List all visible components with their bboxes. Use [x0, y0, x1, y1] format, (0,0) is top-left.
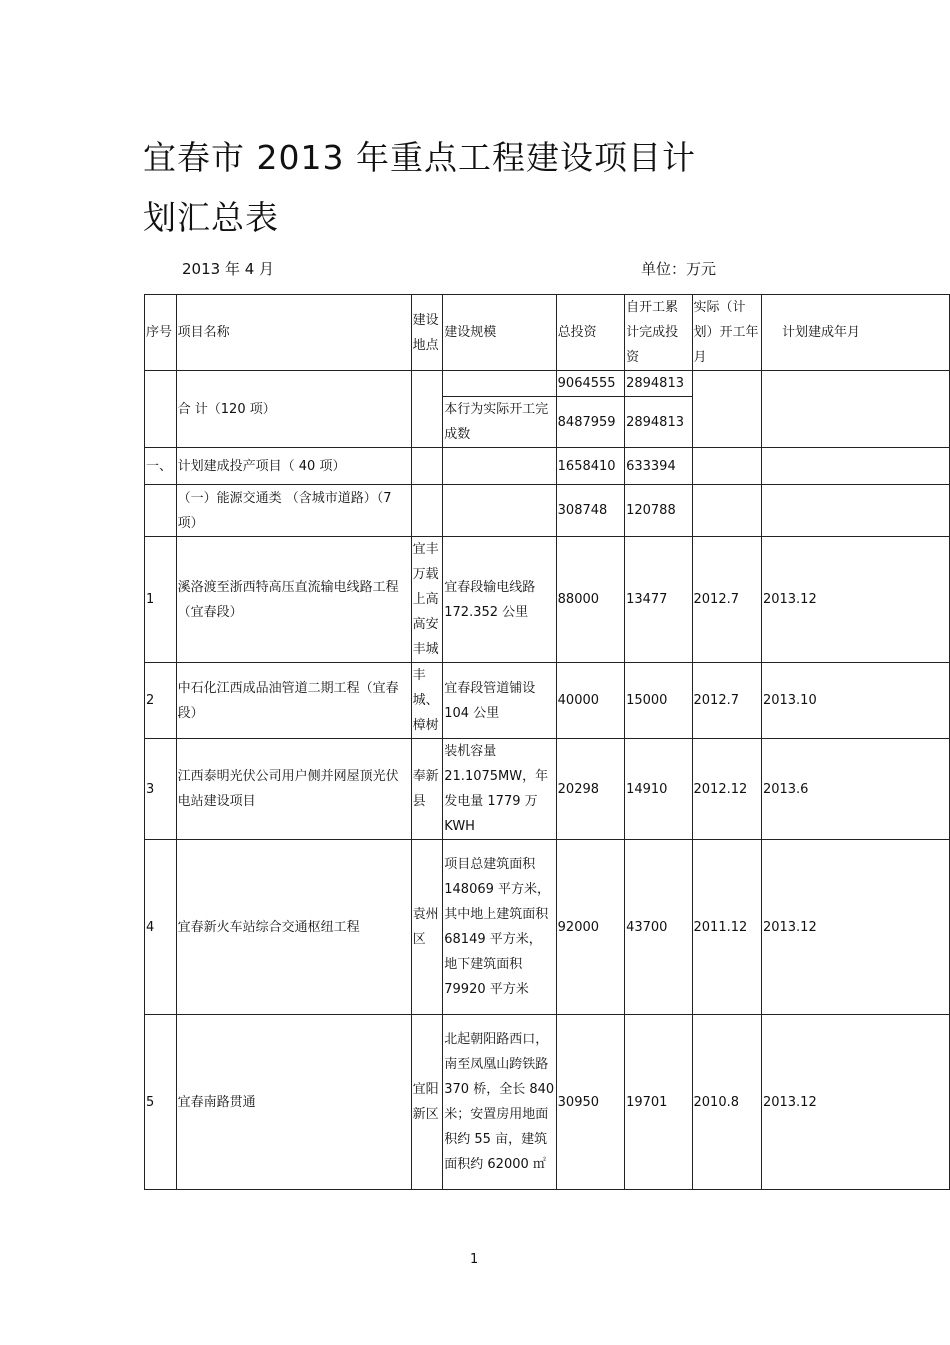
header-end: 计划建成年月: [761, 295, 949, 371]
row-name: 江西泰明光伏公司用户侧并网屋顶光伏电站建设项目: [176, 739, 411, 840]
row-end: 2013.6: [761, 739, 949, 840]
document-title-line2: 划汇总表: [143, 198, 279, 237]
section-end: [761, 448, 949, 485]
page-number: 1: [470, 1252, 479, 1267]
subsection-seq: [145, 485, 177, 537]
subsection-total: 308748: [556, 485, 624, 537]
row-seq: 4: [145, 840, 177, 1015]
totals-cum-1: 2894813: [625, 371, 692, 397]
header-name: 项目名称: [176, 295, 411, 371]
row-start: 2010.8: [692, 1015, 761, 1190]
row-cum: 14910: [625, 739, 692, 840]
row-cum: 19701: [625, 1015, 692, 1190]
row-scale: 宜春段输电线路 172.352 公里: [443, 537, 556, 663]
row-end: 2013.12: [761, 537, 949, 663]
row-end: 2013.12: [761, 1015, 949, 1190]
subsection-scale: [443, 485, 556, 537]
section-seq: 一、: [145, 448, 177, 485]
row-start: 2012.12: [692, 739, 761, 840]
row-name: 溪洛渡至浙西特高压直流输电线路工程（宜春段）: [176, 537, 411, 663]
totals-cum-2: 2894813: [625, 397, 692, 448]
header-seq: 序号: [145, 295, 177, 371]
table-row: [145, 537, 950, 663]
row-cum: 13477: [625, 537, 692, 663]
header-total: 总投资: [556, 295, 624, 371]
totals-scale-1: [443, 371, 556, 397]
table-row: [145, 739, 950, 840]
row-scale: 北起朝阳路西口，南至凤凰山跨铁路 370 桥，全长 840 米；安置房用地面积约 55 亩，建筑面积约 62000 ㎡: [443, 1015, 556, 1190]
section-total: 1658410: [556, 448, 624, 485]
section-start: [692, 448, 761, 485]
row-seq: 2: [145, 663, 177, 739]
row-location: 袁州区: [411, 840, 443, 1015]
subsection-row: [145, 485, 950, 537]
row-name: 中石化江西成品油管道二期工程（宜春段）: [176, 663, 411, 739]
section-cum: 633394: [625, 448, 692, 485]
totals-location: [411, 371, 443, 448]
header-cumulative: 自开工累计完成投资: [625, 295, 692, 371]
row-total: 40000: [556, 663, 624, 739]
subsection-cum: 120788: [625, 485, 692, 537]
row-name: 宜春南路贯通: [176, 1015, 411, 1190]
header-location: 建设地点: [411, 295, 443, 371]
row-total: 30950: [556, 1015, 624, 1190]
table-row: [145, 1015, 950, 1190]
table-header-row: [145, 295, 950, 371]
row-seq: 1: [145, 537, 177, 663]
totals-start: [692, 371, 761, 448]
totals-label: 合 计（120 项）: [176, 371, 411, 448]
row-scale: 宜春段管道铺设 104 公里: [443, 663, 556, 739]
row-start: 2012.7: [692, 663, 761, 739]
subsection-name: （一）能源交通类 （含城市道路）（7 项）: [176, 485, 411, 537]
row-total: 88000: [556, 537, 624, 663]
report-date: 2013 年 4 月: [182, 260, 275, 278]
projects-table: [144, 294, 950, 1190]
row-location: 丰城、樟树: [411, 663, 443, 739]
section-name: 计划建成投产项目（ 40 项）: [176, 448, 411, 485]
row-total: 92000: [556, 840, 624, 1015]
row-start: 2011.12: [692, 840, 761, 1015]
row-end: 2013.10: [761, 663, 949, 739]
row-seq: 5: [145, 1015, 177, 1190]
document-title-line1: 宜春市 2013 年重点工程建设项目计: [143, 138, 696, 177]
row-cum: 15000: [625, 663, 692, 739]
row-start: 2012.7: [692, 537, 761, 663]
table-row: [145, 663, 950, 739]
totals-end: [761, 371, 949, 448]
row-cum: 43700: [625, 840, 692, 1015]
row-total: 20298: [556, 739, 624, 840]
section-row: [145, 448, 950, 485]
row-scale: 项目总建筑面积 148069 平方米，其中地上建筑面积 68149 平方米，地下建筑面积 79920 平方米: [443, 840, 556, 1015]
unit-label: 单位：万元: [641, 260, 717, 278]
totals-total-2: 8487959: [556, 397, 624, 448]
header-scale: 建设规模: [443, 295, 556, 371]
subsection-location: [411, 485, 443, 537]
row-scale: 装机容量 21.1075MW，年发电量 1779 万 KWH: [443, 739, 556, 840]
row-seq: 3: [145, 739, 177, 840]
section-location: [411, 448, 443, 485]
subsection-end: [761, 485, 949, 537]
totals-seq: [145, 371, 177, 448]
row-location: 宜丰万载上高高安丰城: [411, 537, 443, 663]
row-location: 宜阳新区: [411, 1015, 443, 1190]
totals-row-1: [145, 371, 950, 397]
row-name: 宜春新火车站综合交通枢纽工程: [176, 840, 411, 1015]
totals-scale-2: 本行为实际开工完成数: [443, 397, 556, 448]
header-start: 实际（计划）开工年月: [692, 295, 761, 371]
subsection-start: [692, 485, 761, 537]
section-scale: [443, 448, 556, 485]
row-location: 奉新县: [411, 739, 443, 840]
row-end: 2013.12: [761, 840, 949, 1015]
table-row: [145, 840, 950, 1015]
totals-total-1: 9064555: [556, 371, 624, 397]
